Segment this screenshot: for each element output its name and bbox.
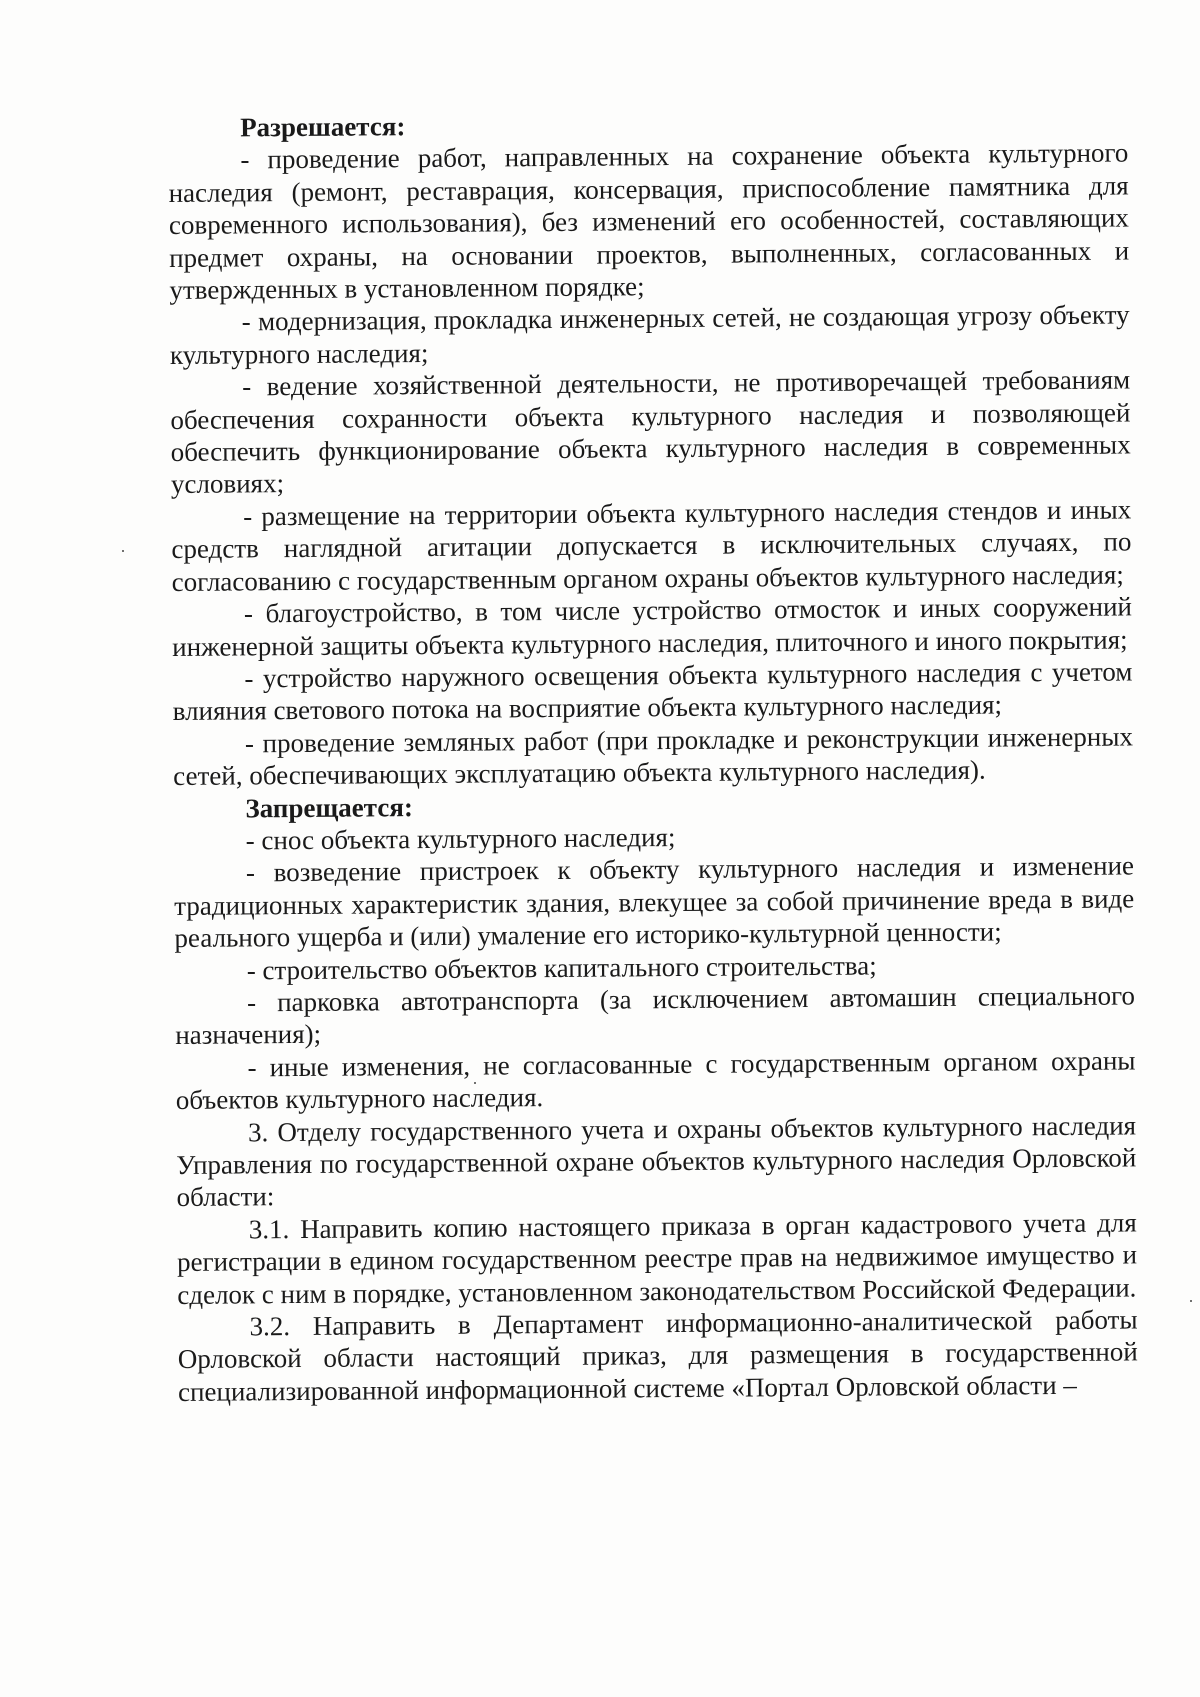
forbidden-item: - парковка автотранспорта (за исключением автомашин специального назначения); [175, 980, 1136, 1051]
forbidden-item: - снос объекта культурного наследия; [245, 821, 676, 856]
allowed-item: - модернизация, прокладка инженерных сетей, не создающая угрозу объекту культурного наследия; [169, 299, 1130, 370]
allowed-item: - ведение хозяйственной деятельности, не противоречащей требованиям обеспечения сохранности объекта культурного наследия и позволяющей обеспечить функционирование объекта культурного наследия в современных условиях; [170, 364, 1131, 500]
allowed-item: - проведение земляных работ (при прокладке и реконструкции инженерных сетей, обеспечивающих эксплуатацию объекта культурного наследия). [173, 721, 1134, 792]
allowed-item: - благоустройство, в том числе устройство отмосток и иных сооружений инженерной защиты объекта культурного наследия, плиточного и иного покрытия; [172, 591, 1133, 662]
allowed-item: - проведение работ, направленных на сохранение объекта культурного наследия (ремонт, реставрация, консервация, приспособление памятника для современного использования), без изменений его особенностей, составляющих предмет охраны, на основании проектов, выполненных, согласованных и утвержденных в установленном порядке; [168, 137, 1130, 306]
scan-speck [1190, 1300, 1192, 1302]
allowed-item: - устройство наружного освещения объекта культурного наследия с учетом влияния светового потока на восприятие объекта культурного наследия; [172, 656, 1133, 727]
document-body [168, 104, 1138, 1408]
forbidden-heading: Запрещается: [245, 791, 413, 823]
allowed-heading: Разрешается: [240, 111, 406, 143]
forbidden-item: - строительство объектов капитального строительства; [246, 950, 877, 985]
forbidden-item: - иные изменения, не согласованные с государственным органом охраны объектов культурного наследия. [175, 1045, 1136, 1116]
allowed-item: - размещение на территории объекта культурного наследия стендов и иных средств наглядной агитации допускается в исключительных случаях, по согласованию с государственным органом охраны объектов культурного наследия; [171, 494, 1132, 597]
section-3-intro: 3. Отделу государственного учета и охраны объектов культурного наследия Управления по государственной охране объектов культурного наследия Орловской области: [176, 1110, 1137, 1213]
forbidden-item: - возведение пристроек к объекту культурного наследия и изменение традиционных характеристик здания, влекущее за собой причинение вреда в виде реального ущерба и (или) умаление его историко-культурной ценности; [174, 850, 1135, 954]
section-3-1: 3.1. Направить копию настоящего приказа в орган кадастрового учета для регистрации в едином государственном реестре прав на недвижимое имущество и сделок с ним в порядке, установленном законодательством Российской Федерации. [176, 1207, 1138, 1310]
scan-speck [122, 550, 124, 552]
section-3-2: 3.2. Направить в Департамент информационно-аналитической работы Орловской области настоящий приказ, для размещения в государственной специализированной информационной системе «Портал Орловской области – [177, 1304, 1138, 1407]
